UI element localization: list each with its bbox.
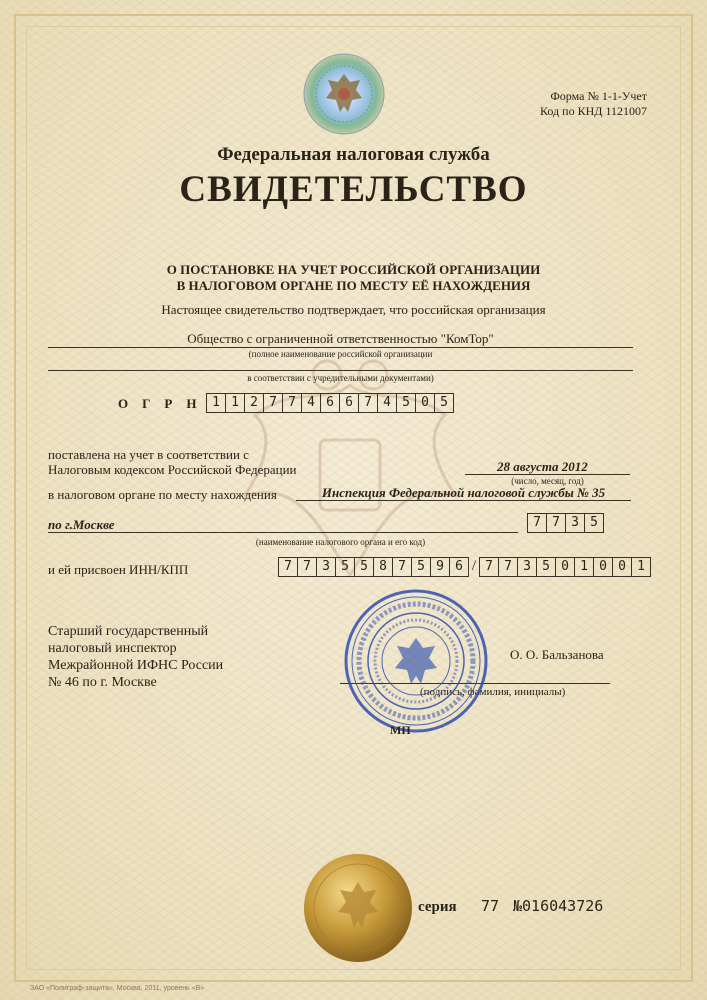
inn-digit: 3	[316, 557, 336, 577]
subtitle-line-2: В НАЛОГОВОМ ОРГАНЕ ПО МЕСТУ ЕЁ НАХОЖДЕНИЯ	[176, 278, 531, 293]
inn-digit: 6	[449, 557, 469, 577]
signer-title	[48, 623, 223, 691]
knd-code: Код по КНД 1121007	[540, 104, 647, 118]
certifies-text: Настоящее свидетельство подтверждает, что российская организация	[161, 302, 546, 317]
ogrn-digit: 1	[206, 393, 226, 413]
organization-name-line	[48, 347, 633, 348]
inn-digit: 5	[354, 557, 374, 577]
subtitle-line-1: О ПОСТАНОВКЕ НА УЧЕТ РОССИЙСКОЙ ОРГАНИЗАЦИИ	[166, 262, 541, 277]
series-label: серия	[418, 899, 457, 915]
signer-line-3: Межрайонной ИФНС России	[48, 658, 224, 673]
authority-city: по г.Москве	[48, 517, 115, 532]
ogrn-digit: 7	[358, 393, 378, 413]
signer-line-1: Старший государственный	[48, 624, 209, 639]
mp-mark: МП	[390, 723, 411, 737]
kpp-digit: 7	[479, 557, 499, 577]
hologram-emblem-icon	[302, 52, 386, 136]
printer-imprint: ЗАО «Полиграф-защита», Москва, 2011, уровень «В»	[30, 985, 205, 992]
authority-city-line	[48, 532, 518, 533]
organization-caption-2: в соответствии с учредительными документами)	[247, 373, 434, 383]
ogrn-digit: 7	[263, 393, 283, 413]
authority-code-boxes	[527, 513, 603, 533]
kpp-digit: 5	[536, 557, 556, 577]
inn-kpp-boxes	[278, 557, 650, 577]
series-value: 77	[481, 897, 500, 915]
gold-seal-icon	[302, 852, 414, 964]
inn-digit: 5	[411, 557, 431, 577]
kpp-digit: 0	[612, 557, 632, 577]
kpp-digit: 7	[498, 557, 518, 577]
authority-name-line	[296, 500, 631, 501]
ogrn-digit: 0	[415, 393, 435, 413]
certificate-number: №016043726	[513, 897, 604, 915]
inn-digit: 7	[278, 557, 298, 577]
ogrn-digit: 5	[396, 393, 416, 413]
document-title: СВИДЕТЕЛЬСТВО	[179, 169, 528, 210]
inn-kpp-separator: /	[468, 557, 480, 575]
authority-code-digit: 3	[565, 513, 585, 533]
inn-digit: 7	[297, 557, 317, 577]
kpp-digit: 3	[517, 557, 537, 577]
registration-date: 28 августа 2012	[497, 459, 588, 474]
ogrn-digit: 7	[282, 393, 302, 413]
ogrn-digit: 5	[434, 393, 454, 413]
ogrn-digit: 6	[320, 393, 340, 413]
kpp-digit: 1	[631, 557, 651, 577]
signer-name: О. О. Бальзанова	[510, 647, 604, 662]
inn-kpp-label: и ей присвоен ИНН/КПП	[48, 562, 189, 577]
ogrn-digit: 6	[339, 393, 359, 413]
ogrn-digit: 1	[225, 393, 245, 413]
authority-caption: (наименование налогового органа и его код)	[255, 537, 426, 547]
kpp-digit: 0	[593, 557, 613, 577]
inn-digit: 7	[392, 557, 412, 577]
organization-second-line	[48, 370, 633, 371]
signer-line-2: налоговый инспектор	[48, 641, 177, 656]
ogrn-digit: 4	[377, 393, 397, 413]
authority-label: в налоговом органе по месту нахождения	[48, 487, 277, 502]
date-line	[465, 474, 630, 475]
ogrn-digit: 4	[301, 393, 321, 413]
official-stamp-icon	[343, 588, 489, 734]
inn-digit: 9	[430, 557, 450, 577]
organization-name: Общество с ограниченной ответственностью "КомТор"	[187, 331, 494, 346]
registered-text-2: Налоговым кодексом Российской Федерации	[48, 462, 297, 477]
document-subtitle	[0, 262, 707, 294]
inn-digit: 5	[335, 557, 355, 577]
organization-caption-1: (полное наименование российской организации	[248, 349, 433, 359]
kpp-digit: 1	[574, 557, 594, 577]
form-number: Форма № 1-1-Учет	[550, 89, 647, 103]
agency-name: Федеральная налоговая служба	[217, 144, 490, 165]
authority-code-digit: 7	[546, 513, 566, 533]
authority-name: Инспекция Федеральной налоговой службы № 35	[321, 485, 606, 500]
registered-text-1: поставлена на учет в соответствии с	[48, 447, 249, 462]
authority-code-digit: 7	[527, 513, 547, 533]
form-identifiers	[540, 89, 647, 119]
ogrn-digit-boxes	[206, 393, 453, 413]
ogrn-digit: 2	[244, 393, 264, 413]
authority-code-digit: 5	[584, 513, 604, 533]
signature-caption: (подпись, фамилия, инициалы)	[420, 686, 566, 698]
kpp-digit: 0	[555, 557, 575, 577]
inn-digit: 8	[373, 557, 393, 577]
date-caption: (число, месяц, год)	[511, 476, 584, 486]
ogrn-label: ОГРН	[118, 396, 211, 411]
signer-line-4: № 46 по г. Москве	[48, 675, 157, 690]
